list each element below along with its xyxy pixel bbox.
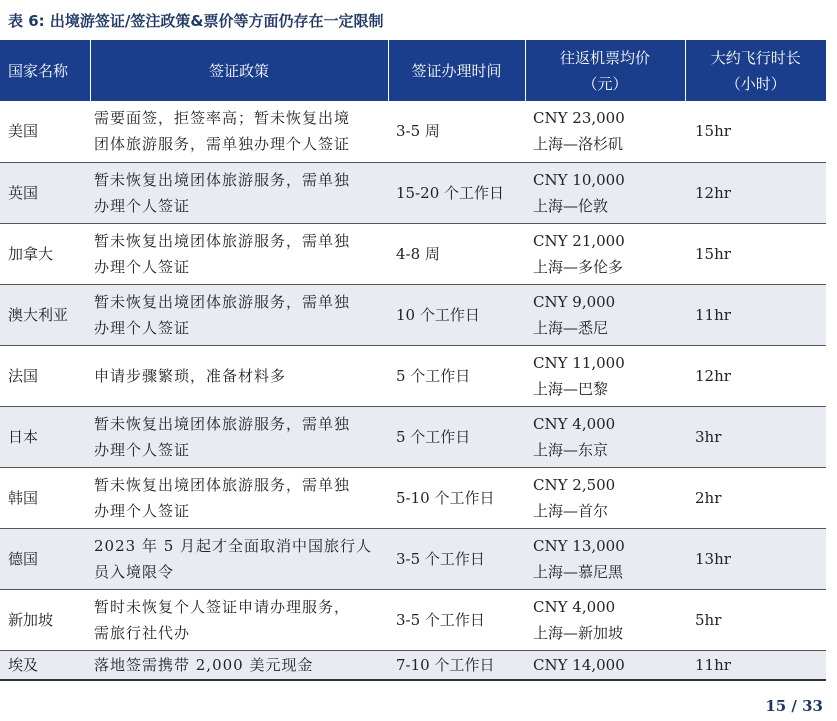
price-cell: CNY 21,000 上海—多伦多 (533, 231, 625, 276)
header-time: 签证办理时间 (388, 40, 525, 101)
table-row (0, 589, 826, 650)
table-row (0, 650, 826, 680)
price-cell: CNY 4,000 上海—新加坡 (533, 597, 624, 642)
policy-cell: 申请步骤繁琐，准备材料多 (94, 366, 287, 385)
flight-cell: 11hr (695, 655, 731, 674)
flight-cell: 13hr (695, 549, 731, 568)
flight-cell: 15hr (695, 244, 731, 263)
header-price: 往返机票均价 （元） (525, 40, 685, 101)
price-cell: CNY 13,000 上海—慕尼黑 (533, 536, 625, 581)
time-cell: 3-5 个工作日 (396, 610, 485, 629)
time-cell: 10 个工作日 (396, 305, 480, 324)
country-cell: 美国 (8, 122, 39, 141)
header-policy: 签证政策 (90, 40, 388, 101)
table-row (0, 223, 826, 284)
country-cell: 加拿大 (8, 244, 54, 263)
header-flight: 大约飞行时长 （小时） (710, 48, 801, 93)
policy-cell: 暂未恢复出境团体旅游服务，需单独 办理个人签证 (94, 231, 351, 276)
price-cell: CNY 4,000 上海—东京 (533, 414, 616, 459)
flight-cell: 5hr (695, 610, 722, 629)
country-cell: 埃及 (8, 655, 39, 674)
country-cell: 英国 (8, 183, 39, 202)
policy-cell: 2023 年 5 月起才全面取消中国旅行人 员入境限令 (94, 536, 373, 581)
header-country: 国家名称 (0, 40, 90, 101)
country-cell: 德国 (8, 549, 39, 568)
flight-cell: 3hr (695, 427, 722, 446)
flight-cell: 12hr (695, 183, 731, 202)
policy-cell: 暂未恢复出境团体旅游服务，需单独 办理个人签证 (94, 475, 351, 520)
time-cell: 4-8 周 (396, 244, 440, 263)
time-cell: 5 个工作日 (396, 366, 471, 385)
country-cell: 新加坡 (8, 610, 54, 629)
policy-cell: 暂未恢复出境团体旅游服务，需单独 办理个人签证 (94, 170, 351, 215)
country-cell: 日本 (8, 427, 39, 446)
country-cell: 法国 (8, 366, 39, 385)
table-row (0, 101, 826, 162)
policy-cell: 需要面签，拒签率高；暂未恢复出境 团体旅游服务，需单独办理个人签证 (94, 109, 351, 154)
price-cell: CNY 11,000 上海—巴黎 (533, 353, 625, 398)
table-row (0, 345, 826, 406)
table-caption: 表 6: 出境游签证/签注政策&票价等方面仍存在一定限制 (8, 12, 384, 30)
flight-cell: 15hr (695, 122, 731, 141)
time-cell: 3-5 周 (396, 122, 440, 141)
table-row (0, 162, 826, 223)
flight-cell: 2hr (695, 488, 722, 507)
table-row (0, 528, 826, 589)
policy-cell: 落地签需携带 2,000 美元现金 (94, 655, 314, 674)
flight-cell: 11hr (695, 305, 731, 324)
page-number: 15 / 33 (765, 697, 823, 715)
policy-cell: 暂未恢复出境团体旅游服务，需单独 办理个人签证 (94, 292, 351, 337)
policy-cell: 暂未恢复出境团体旅游服务，需单独 办理个人签证 (94, 414, 351, 459)
price-cell: CNY 14,000 (533, 655, 625, 674)
country-cell: 韩国 (8, 488, 39, 507)
price-cell: CNY 23,000 上海—洛杉矶 (533, 109, 625, 154)
price-cell: CNY 10,000 上海—伦敦 (533, 170, 625, 215)
time-cell: 5 个工作日 (396, 427, 471, 446)
time-cell: 7-10 个工作日 (396, 655, 495, 674)
visa-policy-table (0, 40, 826, 681)
table-row (0, 284, 826, 345)
time-cell: 3-5 个工作日 (396, 549, 485, 568)
table-header-row (0, 40, 826, 101)
time-cell: 15-20 个工作日 (396, 183, 505, 202)
country-cell: 澳大利亚 (8, 305, 69, 324)
table-row (0, 406, 826, 467)
flight-cell: 12hr (695, 366, 731, 385)
policy-cell: 暂时未恢复个人签证申请办理服务， 需旅行社代办 (94, 597, 351, 642)
table-row (0, 467, 826, 528)
price-cell: CNY 2,500 上海—首尔 (533, 475, 616, 520)
price-cell: CNY 9,000 上海—悉尼 (533, 292, 616, 337)
time-cell: 5-10 个工作日 (396, 488, 495, 507)
